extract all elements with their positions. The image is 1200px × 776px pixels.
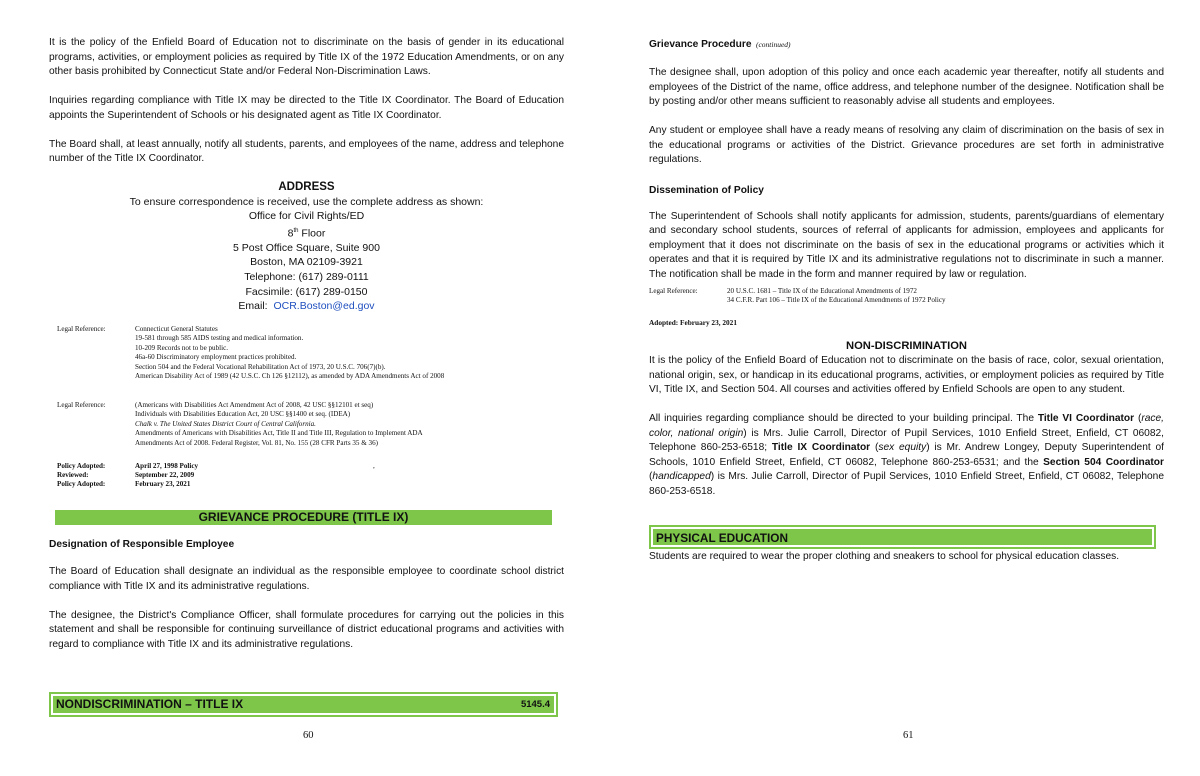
designation-heading: Designation of Responsible Employee	[49, 539, 235, 550]
address-city: Boston, MA 02109-3921	[250, 256, 363, 269]
footer-bar-code: 5145.4	[520, 699, 550, 710]
legal-reference-2-body	[135, 401, 555, 448]
legal-line-italic: Chalk v. The United States District Court of Central California.	[135, 419, 316, 428]
legal-line: Amendments Act of 2008. Federal Register, Vol. 81, No. 155 (28 CFR Parts 35 & 36)	[135, 438, 378, 447]
address-intro: To ensure correspondence is received, use the complete address as shown:	[129, 195, 484, 208]
right-page	[600, 0, 1200, 776]
adoption-block	[57, 462, 517, 490]
policy-paragraph-2: Inquiries regarding compliance with Title IX may be directed to the Title IX Coordinator. The Board of Education appoints the Superintendent of Schools or his designated agent as Title IX Coordinator.	[49, 95, 564, 121]
physical-education-paragraph: Students are required to wear the proper clothing and sneakers to school for physical education classes.	[649, 551, 1120, 562]
title-vi-label: Title VI Coordinator	[1037, 413, 1135, 424]
grievance-heading: Grievance Procedure	[649, 39, 752, 50]
legal-line: (Americans with Disabilities Act Amendment Act of 2008, 42 USC §§12101 et seq)	[135, 401, 374, 409]
address-office: Office for Civil Rights/ED	[248, 210, 365, 223]
section-504-text: is Mrs. Julie Carroll, Director of Pupil Services, 1010 Enfield Street, Enfield, CT 06082, Telephone 860-253-6518.	[649, 471, 1164, 497]
address-floor-number: 8	[287, 227, 294, 240]
legal-reference-1	[57, 325, 557, 385]
nondiscrimination-footer-bar	[49, 692, 558, 717]
footer-bar-fill	[53, 696, 554, 713]
address-block	[49, 180, 564, 314]
title-vi-text: is Mrs. Julie Carroll, Director of Pupil Services, 1010 Enfield Street, Enfield, CT 06082, Telephone 860-253-6518;	[649, 427, 1164, 453]
legal-line: 46a-60 Discriminatory employment practices prohibited.	[135, 353, 297, 362]
adopted-date: Adopted: February 23, 2021	[649, 318, 737, 327]
legal-line: 10-209 Records not to be public.	[135, 343, 228, 352]
title-vi-scope: race, color, national origin	[649, 413, 1164, 439]
adoption-label: Reviewed:	[57, 471, 89, 480]
designation-paragraph-2: The designee, the District's Compliance Officer, shall formulate procedures for carrying out the policies in this statement and shall be responsible for continuing surveillance of district educational programs and activities with regard to compliance with Title IX and its administrative regulations.	[49, 609, 564, 650]
grievance-paragraph-2: Any student or employee shall have a ready means of resolving any claim of discrimination on the basis of sex in the educational programs or activities of the District. Grievance procedures are set forth in administrative regulations.	[649, 125, 1164, 165]
nondiscrimination-section	[649, 339, 1164, 499]
address-floor-word: Floor	[298, 227, 326, 240]
footer-bar-title: NONDISCRIMINATION – TITLE IX	[56, 697, 244, 711]
address-email-row	[49, 299, 564, 314]
physical-education-section	[649, 550, 1164, 565]
legal-reference-1-label: Legal Reference:	[57, 325, 106, 333]
legal-line: Amendments of Americans with Disabilities Act, Title II and Title III, Regulation to Implement ADA	[135, 429, 423, 438]
section-504-label: Section 504 Coordinator	[1043, 456, 1164, 468]
legal-reference-2-label: Legal Reference:	[57, 401, 106, 409]
designation-section	[49, 538, 564, 652]
page-number-right: 61	[903, 730, 914, 741]
stray-comma: ,	[373, 462, 375, 470]
title-ix-text: is Mr. Andrew Longey, Deputy Superintendent of Schools, 1010 Enfield Street, Enfield, CT 06082, Telephone 860-253-6531; and the	[649, 442, 1165, 468]
legal-reference-right	[649, 287, 1149, 307]
legal-line: American Disability Act of 1989 (42 U.S.C. Ch 126 §12112), as amended by ADA Amendments Act of 2008	[135, 372, 445, 381]
grievance-heading-row	[649, 36, 1164, 52]
adoption-row	[57, 471, 517, 480]
dissemination-paragraph: The Superintendent of Schools shall notify applicants for admission, students, parents/guardians of elementary and secondary school students, sources of referral of applicants for admission, employees and applicants for employment that it does not discriminate on the basis of sex in the educational programs or activities which it operates and that it is required by Title IX and its administrative regulations not to discriminate in such a manner. The notification shall be made in the form and manner required by law or regulation.	[649, 210, 1164, 280]
policy-paragraph-3: The Board shall, at least annually, notify all students, parents, and employees of the name, address and telephone number of the Title IX Coordinator.	[49, 138, 564, 164]
physical-education-bar	[649, 525, 1156, 549]
dissemination-heading: Dissemination of Policy	[649, 184, 764, 196]
page-number-left: 60	[303, 730, 314, 741]
adoption-value: February 23, 2021	[135, 480, 191, 489]
nondiscrimination-title: NON-DISCRIMINATION	[846, 340, 967, 352]
adoption-row	[57, 480, 517, 489]
address-email-link[interactable]: OCR.Boston@ed.gov	[273, 300, 375, 313]
inquiry-intro: All inquiries regarding compliance should be directed to your building principal. The	[649, 413, 1038, 424]
grievance-paragraph-1: The designee shall, upon adoption of this policy and once each academic year thereafter, notify all students and employees of the District of the name, office address, and telephone number of the designee. Notification shall be by posting and/or other means sufficient to reasonably advise all students and employees.	[649, 67, 1164, 107]
legal-reference-right-label: Legal Reference:	[649, 287, 698, 295]
address-title: ADDRESS	[278, 181, 335, 193]
adoption-label: Policy Adopted:	[57, 462, 106, 470]
legal-line: 34 C.F.R. Part 106 – Title IX of the Educational Amendments of 1972 Policy	[727, 296, 946, 305]
legal-line: 19-581 through 585 AIDS testing and medical information.	[135, 334, 304, 343]
address-street: 5 Post Office Square, Suite 900	[233, 241, 380, 254]
title-ix-label: Title IX Coordinator	[771, 442, 871, 453]
designation-paragraph-1: The Board of Education shall designate an individual as the responsible employee to coordinate school district compliance with Title IX and its administrative regulations.	[49, 566, 564, 592]
nondiscrimination-paragraph: It is the policy of the Enfield Board of Education not to discriminate on the basis of race, color, sexual orientation, national origin, sex, or handicap in its educational programs, activities, or employment policies as required by Title VI, Title IX, and Section 504. All courses and activities offered by Enfield Schools are open to any student.	[649, 355, 1164, 395]
address-email-label: Email:	[238, 300, 274, 313]
legal-line: Individuals with Disabilities Education Act, 20 USC §§1400 et seq. (IDEA)	[135, 410, 351, 419]
legal-line: Section 504 and the Federal Vocational Rehabilitation Act of 1973, 20 U.S.C. 706(7)(b).	[135, 362, 386, 371]
grievance-continued-section	[649, 36, 1164, 282]
address-floor	[49, 224, 564, 241]
adoption-row	[57, 462, 517, 471]
adoption-label: Policy Adopted:	[57, 480, 106, 489]
grievance-title-bar	[55, 510, 552, 525]
policy-paragraph-1: It is the policy of the Enfield Board of Education not to discriminate on the basis of gender in its educational programs, activities, or employment policies as required by Title IX of the 1972 Education Amendments, or on any other basis prohibited by Connecticut State and/or Federal Non-Discrimination Laws.	[49, 37, 564, 77]
adoption-value: September 22, 2009	[135, 471, 195, 480]
legal-reference-2	[57, 401, 557, 451]
title-ix-scope: sex equity	[878, 442, 927, 453]
physical-education-title: PHYSICAL EDUCATION	[656, 531, 788, 545]
physical-education-bar-fill	[653, 529, 1152, 545]
coordinators-paragraph: All inquiries regarding compliance should be directed to your building principal. The Title VI Coordinator (race, color, national origin) is Mrs. Julie Carroll, Director of Pupil Services, 1010 Enfield Street, Enfield, CT 06082, Telephone 860-253-6518; Title IX Coordinator (sex equity) is Mr. Andrew Longey, Deputy Superintendent of Schools, 1010 Enfield Street, Enfield, CT 06082, Telephone 860-253-6531; and the Section 504 Coordinator (handicapped) is Mrs. Julie Carroll, Director of Pupil Services, 1010 Enfield Street, Enfield, CT 06082, Telephone 860-253-6518.	[649, 413, 1165, 497]
legal-line: 20 U.S.C. 1681 – Title IX of the Educational Amendments of 1972	[727, 287, 917, 295]
adoption-value: April 27, 1998 Policy	[135, 462, 199, 470]
policy-section	[49, 36, 564, 167]
grievance-bar-title: GRIEVANCE PROCEDURE (TITLE IX)	[198, 510, 409, 524]
address-facsimile: Facsimile: (617) 289-0150	[245, 285, 368, 298]
legal-reference-right-body	[727, 287, 1147, 306]
address-telephone: Telephone: (617) 289-0111	[244, 271, 369, 284]
legal-reference-1-body	[135, 325, 555, 381]
address-floor-suffix: th	[293, 227, 299, 234]
legal-line: Connecticut General Statutes	[135, 325, 218, 333]
grievance-continued-label: (continued)	[755, 40, 791, 49]
section-504-scope: handicapped	[652, 471, 711, 482]
